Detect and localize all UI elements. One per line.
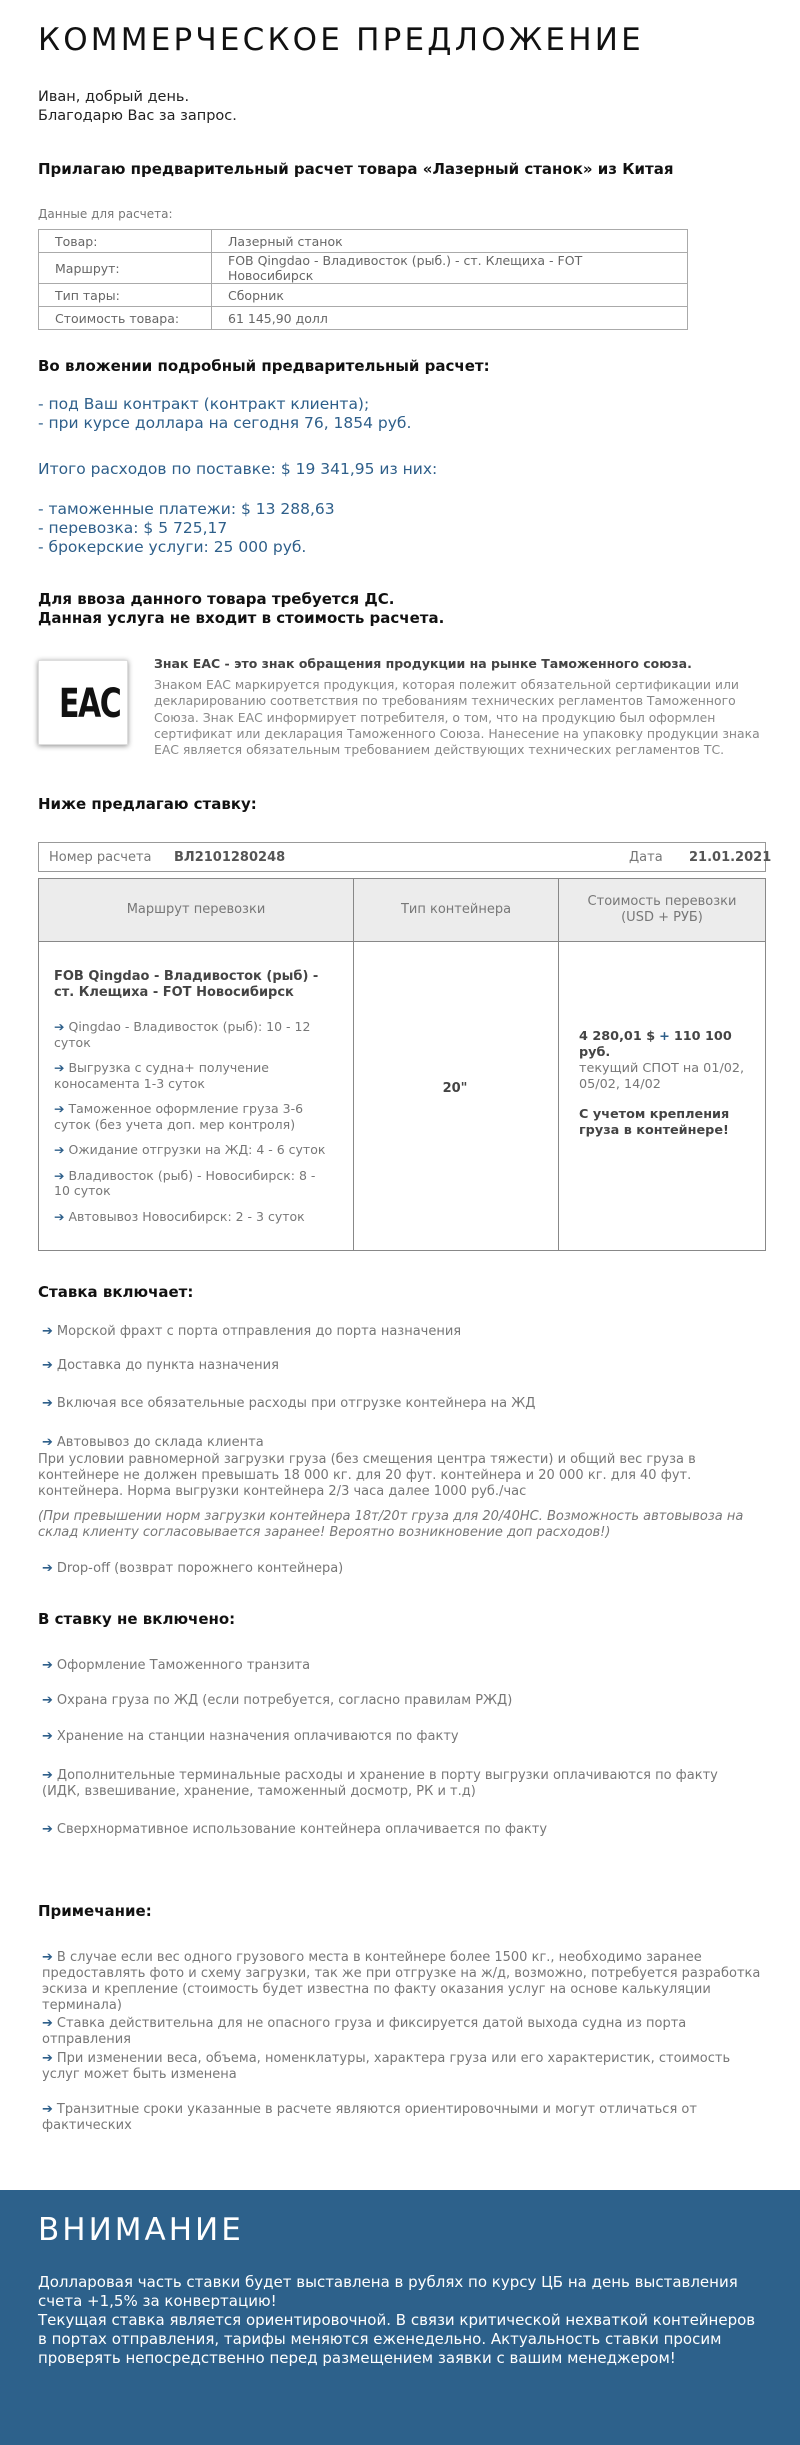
step-text: Ожидание отгрузки на ЖД: 4 - 6 суток: [68, 1142, 326, 1157]
item-text: Drop-off (возврат порожнего контейнера): [56, 1561, 344, 1576]
calc-table: [38, 229, 688, 330]
arrow-right-icon: ➔: [42, 1561, 53, 1576]
arrow-right-icon: ➔: [42, 1950, 53, 1965]
list-item: [42, 1561, 772, 1577]
rate-heading: Ниже предлагаю ставку:: [38, 795, 257, 813]
cost-plus: +: [659, 1029, 670, 1044]
arrow-right-icon: ➔: [42, 2051, 53, 2066]
greeting-line: Благодарю Вас за запрос.: [38, 108, 237, 124]
includes-note: При условии равномерной загрузки груза (без смещения центра тяжести) и общий вес груза в контейнере не должен превышать 18 000 кг. для 20 фут. контейнера и 20 000 кг. для 40 фут. контейнера. Норма выгрузки контейнера 2/3 часа далее 1000 руб./час: [38, 1452, 696, 1499]
list-item: [54, 1142, 334, 1158]
attachment-heading: Во вложении подробный предварительный расчет:: [38, 357, 490, 375]
notes-heading: Примечание:: [38, 1902, 152, 1920]
includes-italic-note: (При превышении норм загрузки контейнера 18т/20т груза для 20/40HC. Возможность автовывоза на склад клиенту согласовывается заранее! Вероятно возникновение доп расходов!): [38, 1509, 744, 1540]
table-value: FOB Qingdao - Владивосток (рыб.) - ст. Клещиха - FOT Новосибирск: [212, 253, 688, 284]
cost-cell: [579, 1029, 759, 1139]
table-key: Стоимость товара:: [39, 307, 212, 330]
list-item: [42, 1950, 767, 2014]
arrow-right-icon: ➔: [54, 1019, 65, 1034]
arrow-right-icon: ➔: [42, 1396, 53, 1411]
container-type: 20": [442, 1081, 468, 1096]
list-item: [54, 1101, 334, 1132]
cost-usd: 4 280,01 $: [579, 1029, 656, 1044]
route-title: FOB Qingdao - Владивосток (рыб) - ст. Клещиха - FOT Новосибирск: [54, 969, 319, 1000]
item-text: Охрана груза по ЖД (если потребуется, согласно правилам РЖД): [56, 1693, 513, 1708]
calc-label: Данные для расчета:: [38, 207, 173, 221]
cost-note: текущий СПОТ на 01/02, 05/02, 14/02: [579, 1061, 745, 1092]
item-text: Морской фрахт с порта отправления до порта назначения: [56, 1324, 462, 1339]
table-key: Тип тары:: [39, 284, 212, 307]
route-steps: [54, 1019, 334, 1234]
table-row: [39, 307, 688, 330]
arrow-right-icon: ➔: [42, 1693, 53, 1708]
arrow-right-icon: ➔: [42, 1822, 53, 1837]
list-item: [42, 1435, 772, 1451]
arrow-right-icon: ➔: [54, 1142, 65, 1157]
arrow-right-icon: ➔: [54, 1060, 65, 1075]
arrow-right-icon: ➔: [54, 1101, 65, 1116]
includes-heading: Ставка включает:: [38, 1283, 194, 1301]
cost-bold-note: С учетом крепления груза в контейнере!: [579, 1107, 730, 1138]
list-item: [42, 1358, 772, 1374]
list-item: [54, 1209, 334, 1225]
item-text: Включая все обязательные расходы при отгрузке контейнера на ЖД: [56, 1396, 536, 1411]
intro-heading: Прилагаю предварительный расчет товара «Лазерный станок» из Китая: [38, 160, 674, 178]
list-item: [42, 1729, 772, 1745]
col-cost-header: Стоимость перевозки (USD + РУБ): [559, 879, 765, 942]
step-text: Выгрузка с судна+ получение коносамента 1-3 суток: [54, 1060, 269, 1091]
table-value: Сборник: [212, 284, 688, 307]
arrow-right-icon: ➔: [54, 1167, 65, 1183]
list-item: [42, 2016, 772, 2048]
step-text: Автовывоз Новосибирск: 2 - 3 суток: [68, 1208, 305, 1224]
rate-header: [38, 842, 772, 872]
table-row: [39, 253, 688, 284]
ds-heading-line: Для ввоза данного товара требуется ДС.: [38, 590, 395, 608]
total-line: Итого расходов по поставке: $ 19 341,95 из них:: [38, 460, 438, 478]
excludes-heading: В ставку не включено:: [38, 1610, 236, 1628]
item-text: В случае если вес одного грузового места в контейнере более 1500 кг., необходимо заранее предоставлять фото и схему загрузки, так же при отгрузке на ж/д, возможно, потребуется разработка эскиза и крепление (стоимость будет известна по факту оказания услуг на основе калькуляции терминала): [42, 1950, 761, 2013]
table-value: Лазерный станок: [212, 230, 688, 253]
arrow-right-icon: ➔: [42, 2102, 53, 2117]
arrow-right-icon: ➔: [42, 2016, 53, 2031]
date-value: 21.01.2021: [689, 850, 772, 865]
arrow-right-icon: ➔: [42, 1324, 53, 1339]
item-text: Оформление Таможенного транзита: [56, 1658, 311, 1673]
ds-heading-line: Данная услуга не входит в стоимость расчета.: [38, 609, 445, 627]
calc-number: ВЛ2101280248: [174, 850, 286, 865]
arrow-right-icon: ➔: [42, 1658, 53, 1673]
column-divider: [558, 879, 559, 1250]
eac-logo: ЕАС: [59, 681, 121, 727]
list-item: [42, 2051, 742, 2083]
attachment-line: - при курсе доллара на сегодня 76, 1854 руб.: [38, 414, 412, 432]
table-row: [39, 284, 688, 307]
item-text: Автовывоз до склада клиента: [56, 1435, 264, 1450]
attention-text: [38, 2273, 758, 2368]
attention-paragraph: Долларовая часть ставки будет выставлена в рублях по курсу ЦБ на день выставления счета +1,5% за конвертацию!: [38, 2273, 738, 2310]
item-text: Дополнительные терминальные расходы и хранение в порту выгрузки оплачиваются по факту (ИДК, взвешивание, хранение, таможенный досмотр, РК и т.д): [42, 1768, 718, 1799]
eac-logo-box: [38, 660, 128, 745]
step-text: Qingdao - Владивосток (рыб): 10 - 12 суток: [54, 1019, 311, 1050]
list-item: [42, 1658, 772, 1674]
calc-number-label: Номер расчета: [49, 850, 152, 865]
breakdown-line: - брокерские услуги: 25 000 руб.: [38, 538, 307, 556]
attention-paragraph: Текущая ставка является ориентировочной. В связи критической нехваткой контейнеров в портах отправления, тарифы меняются еженедельно. Актуальность ставки просим проверять непосредственно перед размещением заявки с вашим менеджером!: [38, 2311, 756, 2367]
list-item: [42, 1324, 772, 1340]
list-item: [42, 1693, 772, 1709]
list-item: [42, 1768, 742, 1800]
step-text: Владивосток (рыб) - Новосибирск: 8 - 10 суток: [54, 1167, 316, 1198]
column-divider: [353, 879, 354, 1250]
breakdown-line: - таможенные платежи: $ 13 288,63: [38, 500, 335, 518]
arrow-right-icon: ➔: [42, 1729, 53, 1744]
rate-table: [38, 878, 766, 1251]
arrow-right-icon: ➔: [42, 1358, 53, 1373]
list-item: [42, 1396, 772, 1412]
item-text: Хранение на станции назначения оплачиваются по факту: [56, 1729, 459, 1744]
greeting: [38, 88, 237, 126]
step-text: Таможенное оформление груза 3-6 суток (без учета доп. мер контроля): [54, 1101, 304, 1132]
item-text: Сверхнормативное использование контейнера оплачивается по факту: [56, 1822, 548, 1837]
table-row: [39, 230, 688, 253]
breakdown-line: - перевозка: $ 5 725,17: [38, 519, 228, 537]
eac-title: Знак ЕАС - это знак обращения продукции на рынке Таможенного союза.: [154, 656, 692, 671]
cost-rub: 110 100 руб.: [579, 1029, 732, 1060]
item-text: Транзитные сроки указанные в расчете являются ориентировочными и могут отличаться от фактических: [42, 2102, 697, 2133]
item-text: При изменении веса, объема, номенклатуры, характера груза или его характеристик, стоимость услуг может быть изменена: [42, 2051, 731, 2082]
date-label: Дата: [629, 850, 663, 865]
item-text: Доставка до пункта назначения: [56, 1358, 279, 1373]
page-title: КОММЕРЧЕСКОЕ ПРЕДЛОЖЕНИЕ: [38, 22, 644, 58]
col-container-header: Тип контейнера: [354, 879, 558, 942]
list-item: [54, 1019, 334, 1050]
table-key: Маршрут:: [39, 253, 212, 284]
list-item: [42, 2102, 772, 2134]
list-item: [54, 1168, 334, 1199]
eac-text: Знаком ЕАС маркируется продукция, которая полежит обязательной сертификации или декларированию соответствия по требованиям технических регламентов Таможенного Союза. Знак ЕАС информирует потребителя, о том, что на продукцию был оформлен сертификат или декларация Таможенного Союза. Нанесение на упаковку продукции знака ЕАС является обязательным требованием действующих технических регламентов ТС.: [154, 677, 760, 758]
arrow-right-icon: ➔: [42, 1768, 53, 1783]
attachment-line: - под Ваш контракт (контракт клиента);: [38, 395, 370, 413]
table-key: Товар:: [39, 230, 212, 253]
list-item: [54, 1060, 334, 1091]
greeting-line: Иван, добрый день.: [38, 89, 190, 105]
col-route-header: Маршрут перевозки: [39, 879, 353, 942]
attention-title: ВНИМАНИЕ: [38, 2212, 244, 2248]
item-text: Ставка действительна для не опасного груза и фиксируется датой выхода судна из порта отправления: [42, 2016, 687, 2047]
arrow-right-icon: ➔: [42, 1435, 53, 1450]
attention-banner: [0, 2190, 800, 2445]
table-value: 61 145,90 долл: [212, 307, 688, 330]
arrow-right-icon: ➔: [54, 1208, 65, 1224]
list-item: [42, 1822, 772, 1838]
